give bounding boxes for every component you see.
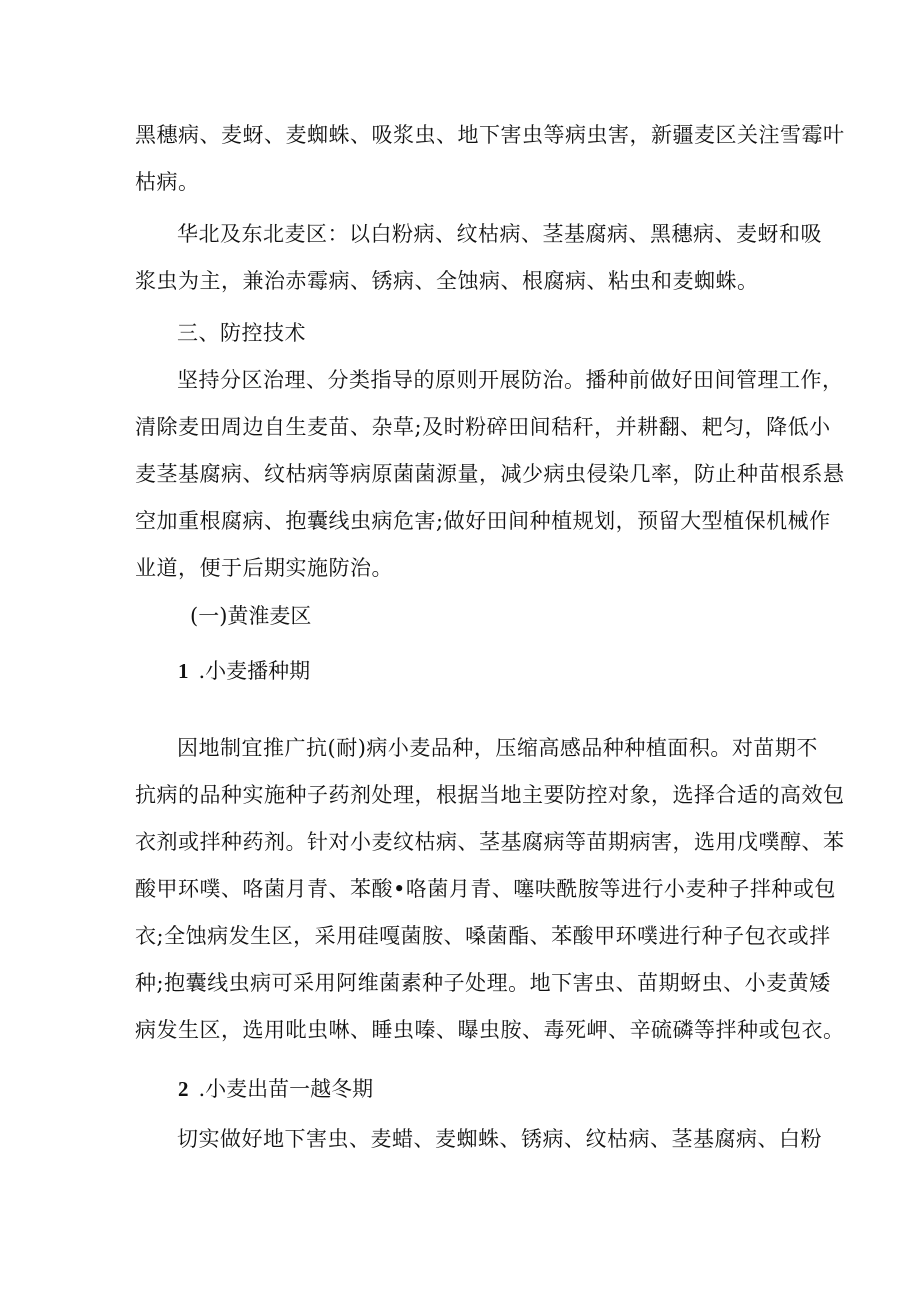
text-line: 种;抱囊线虫病可采用阿维菌素种子处理。地下害虫、苗期蚜虫、小麦黄矮	[135, 971, 831, 995]
paragraph-north-region	[135, 211, 822, 305]
paragraph-overwinter-measures	[135, 1116, 822, 1163]
text-line: 空加重根腐病、抱囊线虫病危害;做好田间种植规划，预留大型植保机械作	[135, 509, 831, 533]
text-line: 因地制宜推广抗(耐)病小麦品种，压缩高感品种种植面积。对苗期不	[177, 736, 818, 760]
item-heading-emergence-overwinter	[178, 1074, 373, 1104]
item-title: .小麦出苗一越冬期	[198, 1077, 374, 1101]
subsection-heading-huanghuai	[190, 601, 311, 631]
text-line: 病发生区，选用吡虫啉、睡虫嗪、曝虫胺、毒死岬、辛硫磷等拌种或包衣。	[135, 1018, 845, 1042]
item-title: .小麦播种期	[198, 659, 311, 683]
item-number: 1	[178, 659, 189, 683]
section-heading-control-techniques	[135, 310, 803, 357]
text-line: 业道，便于后期实施防治。	[135, 556, 393, 580]
paragraph-sowing-measures	[135, 725, 845, 1054]
text-line: 衣剂或拌种药剂。针对小麦纹枯病、茎基腐病等苗期病害，选用戊噗醇、苯	[135, 830, 845, 854]
text-line: 抗病的品种实施种子药剂处理，根据当地主要防控对象，选择合适的高效包	[135, 783, 845, 807]
paragraph-control-principles	[135, 357, 845, 592]
text-line: 衣;全蚀病发生区，采用硅嘎菌胺、嗓菌酯、苯酸甲环噗进行种子包衣或拌	[135, 924, 831, 948]
subsection-title: (一)黄淮麦区	[190, 604, 312, 628]
section-title: 三、防控技术	[177, 321, 306, 345]
text-line: 麦茎基腐病、纹枯病等病原菌菌源量，减少病虫侵染几率，防止种苗根系悬	[135, 462, 845, 486]
paragraph-pests-intro	[135, 112, 845, 206]
text-line: 枯病。	[135, 170, 200, 194]
item-number: 2	[178, 1077, 189, 1101]
item-heading-sowing	[178, 656, 310, 686]
text-line: 酸甲环噗、咯菌月青、苯酸•咯菌月青、噻呋酰胺等进行小麦种子拌种或包	[135, 877, 836, 901]
text-line: 浆虫为主，兼治赤霉病、锈病、全蚀病、根腐病、粘虫和麦蜘蛛。	[135, 269, 759, 293]
text-line: 清除麦田周边自生麦苗、杂草;及时粉碎田间秸秆，并耕翻、耙匀，降低小	[135, 415, 831, 439]
text-line: 坚持分区治理、分类指导的原则开展防治。播种前做好田间管理工作，	[177, 368, 844, 392]
text-line: 华北及东北麦区：以白粉病、纹枯病、茎基腐病、黑穗病、麦蚜和吸	[177, 222, 822, 246]
text-line: 切实做好地下害虫、麦蜡、麦蜘蛛、锈病、纹枯病、茎基腐病、白粉	[177, 1127, 822, 1151]
text-line: 黑穗病、麦蚜、麦蜘蛛、吸浆虫、地下害虫等病虫害，新疆麦区关注雪霉叶	[135, 123, 845, 147]
